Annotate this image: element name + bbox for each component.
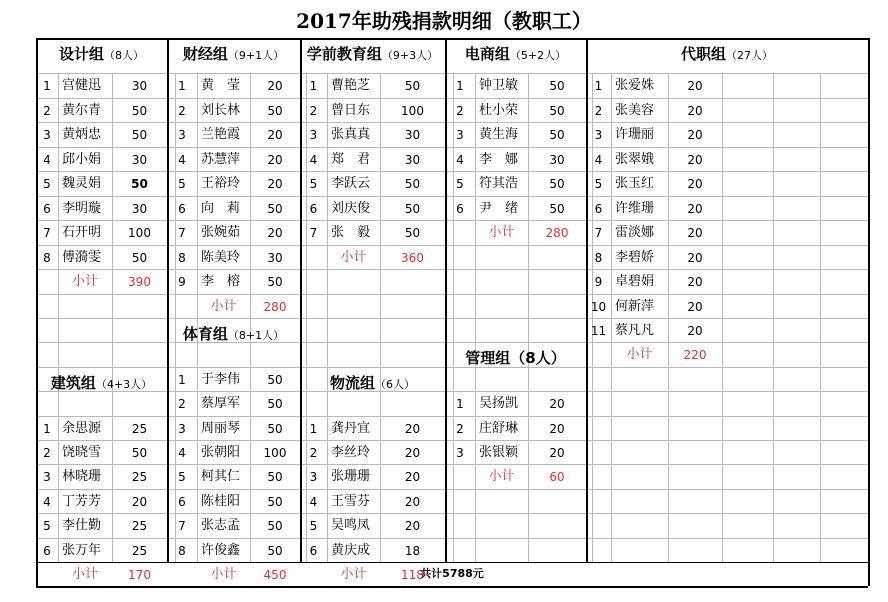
row-number: 5 (309, 519, 318, 533)
subtotal-label: 小计 (210, 567, 237, 582)
member-name: 刘长林 (201, 103, 241, 118)
donation-amount: 20 (687, 324, 703, 338)
subtotal-label: 小计 (71, 567, 98, 582)
member-name: 卓碧娟 (615, 274, 655, 289)
group-name: 管理组（8人） (465, 349, 566, 367)
row-number: 2 (456, 422, 464, 436)
donation-amount: 50 (131, 128, 148, 142)
donation-amount: 30 (131, 153, 148, 167)
subtotal-value: 450 (263, 568, 287, 582)
donation-amount: 20 (687, 177, 703, 191)
row-number: 6 (309, 202, 318, 216)
row-number: 10 (590, 300, 607, 314)
grid-line (611, 73, 612, 562)
row-number: 7 (594, 226, 603, 240)
member-name: 邱小娟 (62, 152, 102, 167)
member-name: 张爱姝 (615, 78, 655, 93)
row-number: 7 (178, 226, 186, 240)
group-name: 电商组 (464, 45, 510, 63)
group-count: （6人） (375, 378, 415, 391)
row-number: 4 (43, 153, 51, 167)
donation-amount: 50 (267, 519, 283, 533)
row-number: 2 (456, 104, 464, 118)
row-number: 1 (43, 422, 51, 436)
row-number: 3 (178, 422, 186, 436)
donation-amount: 50 (549, 177, 565, 191)
row-number: 1 (178, 373, 186, 387)
member-name: 张珊珊 (331, 469, 371, 484)
row-number: 6 (43, 202, 51, 216)
row-number: 7 (309, 226, 318, 240)
group-count: （4+3人） (95, 378, 153, 391)
donation-amount: 50 (267, 470, 283, 484)
group-count: （5+2人） (509, 49, 567, 62)
row-number: 11 (590, 324, 607, 338)
row-number: 5 (43, 519, 51, 533)
member-name: 黄炳忠 (62, 127, 102, 142)
row-number: 6 (594, 202, 603, 216)
member-name: 黄尔青 (62, 103, 102, 118)
subtotal-value: 170 (128, 568, 151, 582)
member-name: 黄生海 (479, 127, 519, 142)
grid-line (36, 38, 868, 40)
member-name: 许珊丽 (615, 127, 655, 142)
member-name: 何新萍 (615, 299, 655, 314)
group-count: （8人） (104, 49, 144, 62)
row-number: 6 (178, 202, 186, 216)
member-name: 张翠娥 (615, 152, 655, 167)
finance-group-header (167, 42, 300, 66)
row-number: 2 (309, 104, 318, 118)
ecommerce-group-header (445, 42, 586, 66)
grid-line (868, 38, 870, 586)
member-name: 李丝玲 (331, 445, 371, 460)
donation-amount: 100 (128, 226, 151, 240)
row-number: 2 (178, 104, 186, 118)
group-name: 财经组 (182, 45, 228, 63)
donation-amount: 20 (687, 202, 703, 216)
subtotal-label: 小计 (488, 225, 515, 240)
member-name: 许俊鑫 (201, 543, 241, 558)
donation-amount: 20 (267, 128, 283, 142)
member-name: 宫健迅 (62, 78, 102, 93)
subtotal-label: 小计 (340, 567, 367, 582)
row-number: 1 (309, 422, 318, 436)
donation-amount: 50 (267, 422, 283, 436)
management-group-header (445, 346, 586, 370)
grid-line (36, 318, 868, 319)
row-number: 2 (309, 446, 318, 460)
member-name: 蔡凡凡 (615, 323, 655, 338)
row-number: 2 (43, 104, 51, 118)
donation-amount: 50 (267, 397, 283, 411)
row-number: 1 (594, 79, 603, 93)
group-name: 体育组 (182, 325, 228, 343)
row-number: 2 (594, 104, 603, 118)
donation-amount: 20 (267, 79, 283, 93)
grand-total: 共计5788元 (420, 567, 484, 580)
group-name: 学前教育组 (306, 45, 382, 63)
subtotal-value: 280 (263, 300, 287, 314)
donation-amount: 30 (267, 251, 283, 265)
group-name: 物流组 (329, 374, 375, 392)
member-name: 王雪芬 (331, 494, 371, 509)
member-name: 周丽琴 (201, 421, 241, 436)
row-number: 1 (456, 79, 464, 93)
member-name: 李跃云 (331, 176, 371, 191)
member-name: 张 毅 (331, 225, 371, 240)
row-number: 1 (43, 79, 51, 93)
row-number: 6 (309, 544, 318, 558)
row-number: 6 (43, 544, 51, 558)
row-number: 1 (178, 79, 186, 93)
subtotal-value: 220 (683, 348, 707, 362)
donation-amount: 50 (267, 373, 283, 387)
member-name: 吴鸣凤 (331, 518, 371, 533)
member-name: 符其浩 (479, 176, 519, 191)
donation-amount: 20 (687, 79, 703, 93)
member-name: 张美容 (615, 103, 655, 118)
donation-amount: 50 (267, 104, 283, 118)
row-number: 7 (178, 519, 186, 533)
member-name: 李仕勤 (62, 518, 102, 533)
row-number: 2 (43, 446, 51, 460)
donation-amount: 50 (131, 446, 148, 460)
row-number: 6 (456, 202, 464, 216)
member-name: 李明璇 (62, 201, 102, 216)
grid-line (773, 73, 774, 562)
row-number: 7 (43, 226, 51, 240)
member-name: 陈桂阳 (201, 494, 241, 509)
donation-amount: 50 (131, 104, 148, 118)
group-name: 代职组 (680, 45, 726, 63)
grid-line (327, 73, 328, 562)
row-number: 4 (178, 153, 186, 167)
subtotal-label: 小计 (488, 469, 515, 484)
donation-amount: 20 (267, 226, 283, 240)
donation-amount: 30 (131, 79, 148, 93)
donation-amount: 20 (404, 422, 421, 436)
row-number: 4 (309, 153, 318, 167)
member-name: 张银颖 (479, 445, 519, 460)
member-name: 龚丹宜 (331, 421, 371, 436)
donation-amount: 20 (687, 226, 703, 240)
row-number: 9 (178, 275, 186, 289)
donation-amount: 20 (404, 495, 421, 509)
row-number: 4 (456, 153, 464, 167)
member-name: 黄 莹 (201, 78, 241, 93)
row-number: 3 (43, 470, 51, 484)
row-number: 5 (178, 177, 186, 191)
member-name: 张万年 (62, 543, 102, 558)
member-name: 饶晓雪 (62, 445, 102, 460)
subtotal-value: 390 (128, 275, 151, 289)
donation-amount: 20 (404, 470, 421, 484)
donation-amount: 25 (131, 422, 148, 436)
row-number: 8 (178, 544, 186, 558)
donation-amount: 50 (267, 544, 283, 558)
row-number: 4 (43, 495, 51, 509)
row-number: 4 (178, 446, 186, 460)
row-number: 4 (594, 153, 603, 167)
row-number: 1 (309, 79, 318, 93)
design-group-header (36, 42, 167, 66)
grid-line (36, 342, 868, 343)
member-name: 钟卫敏 (479, 78, 519, 93)
subtotal-label: 小计 (340, 250, 367, 265)
donation-amount: 25 (131, 519, 148, 533)
donation-amount: 50 (131, 177, 148, 191)
donation-amount: 100 (263, 446, 287, 460)
donation-amount: 30 (549, 153, 565, 167)
donation-amount: 20 (131, 495, 148, 509)
member-name: 陈美玲 (201, 250, 241, 265)
member-name: 王裕玲 (201, 176, 241, 191)
subtotal-label: 小计 (626, 347, 653, 362)
group-count: （9+1人） (227, 49, 285, 62)
member-name: 李 娜 (479, 152, 519, 167)
row-number: 2 (178, 397, 186, 411)
donation-amount: 20 (404, 446, 421, 460)
group-count: （27人） (726, 49, 773, 62)
page-title: 2017年助残捐款明细（教职工） (296, 9, 592, 33)
member-name: 丁芳芳 (62, 494, 102, 509)
subtotal-value: 280 (545, 226, 569, 240)
grid-line (36, 294, 868, 295)
donation-amount: 18 (404, 544, 421, 558)
row-number: 8 (594, 251, 603, 265)
group-name: 设计组 (58, 45, 104, 63)
donation-amount: 20 (687, 251, 703, 265)
preschool-group-header (300, 42, 445, 66)
row-number: 8 (178, 251, 186, 265)
donation-amount: 20 (404, 519, 421, 533)
donation-amount: 50 (267, 275, 283, 289)
member-name: 魏灵娟 (62, 176, 102, 191)
donation-amount: 20 (687, 104, 703, 118)
construction-group-header (36, 371, 167, 395)
member-name: 张玉红 (615, 176, 655, 191)
member-name: 曹艳芝 (331, 78, 371, 93)
member-name: 庄舒琳 (479, 421, 519, 436)
row-number: 5 (43, 177, 51, 191)
member-name: 傅漪雯 (62, 250, 102, 265)
member-name: 许维珊 (615, 201, 655, 216)
donation-amount: 50 (267, 202, 283, 216)
donation-amount: 25 (131, 470, 148, 484)
donation-amount: 50 (267, 495, 283, 509)
row-number: 5 (309, 177, 318, 191)
donation-amount: 25 (131, 544, 148, 558)
row-number: 3 (43, 128, 51, 142)
donation-amount: 20 (267, 153, 283, 167)
grid-line (820, 73, 821, 562)
member-name: 雷淡娜 (615, 225, 655, 240)
row-number: 3 (594, 128, 603, 142)
grid-line (58, 73, 59, 562)
donation-amount: 50 (549, 202, 565, 216)
sports-group-header (167, 322, 300, 346)
member-name: 兰艳霞 (201, 127, 241, 142)
member-name: 于李伟 (201, 372, 241, 387)
row-number: 3 (309, 470, 318, 484)
donation-amount: 20 (687, 128, 703, 142)
substitute-group-header (586, 42, 868, 66)
donation-amount: 20 (687, 153, 703, 167)
subtotal-value: 118 (401, 568, 424, 582)
subtotal-value: 360 (401, 251, 424, 265)
member-name: 郑 君 (331, 152, 371, 167)
donation-amount: 50 (549, 104, 565, 118)
member-name: 曾日东 (331, 103, 371, 118)
subtotal-label: 小计 (210, 299, 237, 314)
donation-amount: 20 (687, 275, 703, 289)
row-number: 8 (43, 251, 51, 265)
donation-amount: 30 (404, 128, 421, 142)
member-name: 黄庆成 (331, 543, 371, 558)
member-name: 张真真 (331, 127, 371, 142)
subtotal-value: 60 (549, 470, 565, 484)
row-number: 1 (456, 397, 464, 411)
member-name: 李 榕 (201, 274, 241, 289)
donation-amount: 50 (549, 128, 565, 142)
donation-amount: 50 (131, 251, 148, 265)
donation-amount: 30 (131, 202, 148, 216)
subtotal-label: 小计 (71, 274, 98, 289)
logistics-group-header (300, 371, 445, 395)
donation-amount: 50 (549, 79, 565, 93)
donation-amount: 100 (401, 104, 424, 118)
donation-amount: 30 (404, 153, 421, 167)
member-name: 柯其仁 (201, 469, 241, 484)
member-name: 尹 绪 (479, 201, 519, 216)
row-number: 4 (309, 495, 318, 509)
member-name: 余思源 (62, 421, 102, 436)
row-number: 3 (309, 128, 318, 142)
member-name: 蔡厚军 (201, 396, 241, 411)
grid-line (722, 73, 723, 562)
member-name: 张志孟 (201, 518, 241, 533)
donation-amount: 50 (404, 226, 421, 240)
member-name: 吴扬凯 (479, 396, 519, 411)
donation-amount: 20 (549, 397, 565, 411)
row-number: 5 (178, 470, 186, 484)
row-number: 6 (178, 495, 186, 509)
member-name: 林晓珊 (62, 469, 102, 484)
row-number: 9 (594, 275, 603, 289)
donation-amount: 50 (404, 79, 421, 93)
row-number: 5 (456, 177, 464, 191)
row-number: 3 (456, 128, 464, 142)
member-name: 苏慧萍 (201, 152, 241, 167)
member-name: 张朝阳 (201, 445, 241, 460)
donation-amount: 50 (404, 202, 421, 216)
group-count: （8+1人） (227, 329, 285, 342)
member-name: 向 莉 (201, 201, 241, 216)
donation-amount: 50 (404, 177, 421, 191)
group-count: （9+3人） (381, 49, 439, 62)
donation-amount: 20 (267, 177, 283, 191)
donation-amount: 20 (687, 300, 703, 314)
row-number: 5 (594, 177, 603, 191)
member-name: 张婉茹 (201, 225, 241, 240)
row-number: 3 (456, 446, 464, 460)
row-number: 3 (178, 128, 186, 142)
member-name: 刘庆俊 (331, 201, 371, 216)
member-name: 李碧娇 (615, 250, 655, 265)
group-name: 建筑组 (50, 374, 96, 392)
donation-amount: 20 (549, 422, 565, 436)
donation-amount: 20 (549, 446, 565, 460)
member-name: 石开明 (62, 225, 102, 240)
member-name: 杜小荣 (479, 103, 519, 118)
